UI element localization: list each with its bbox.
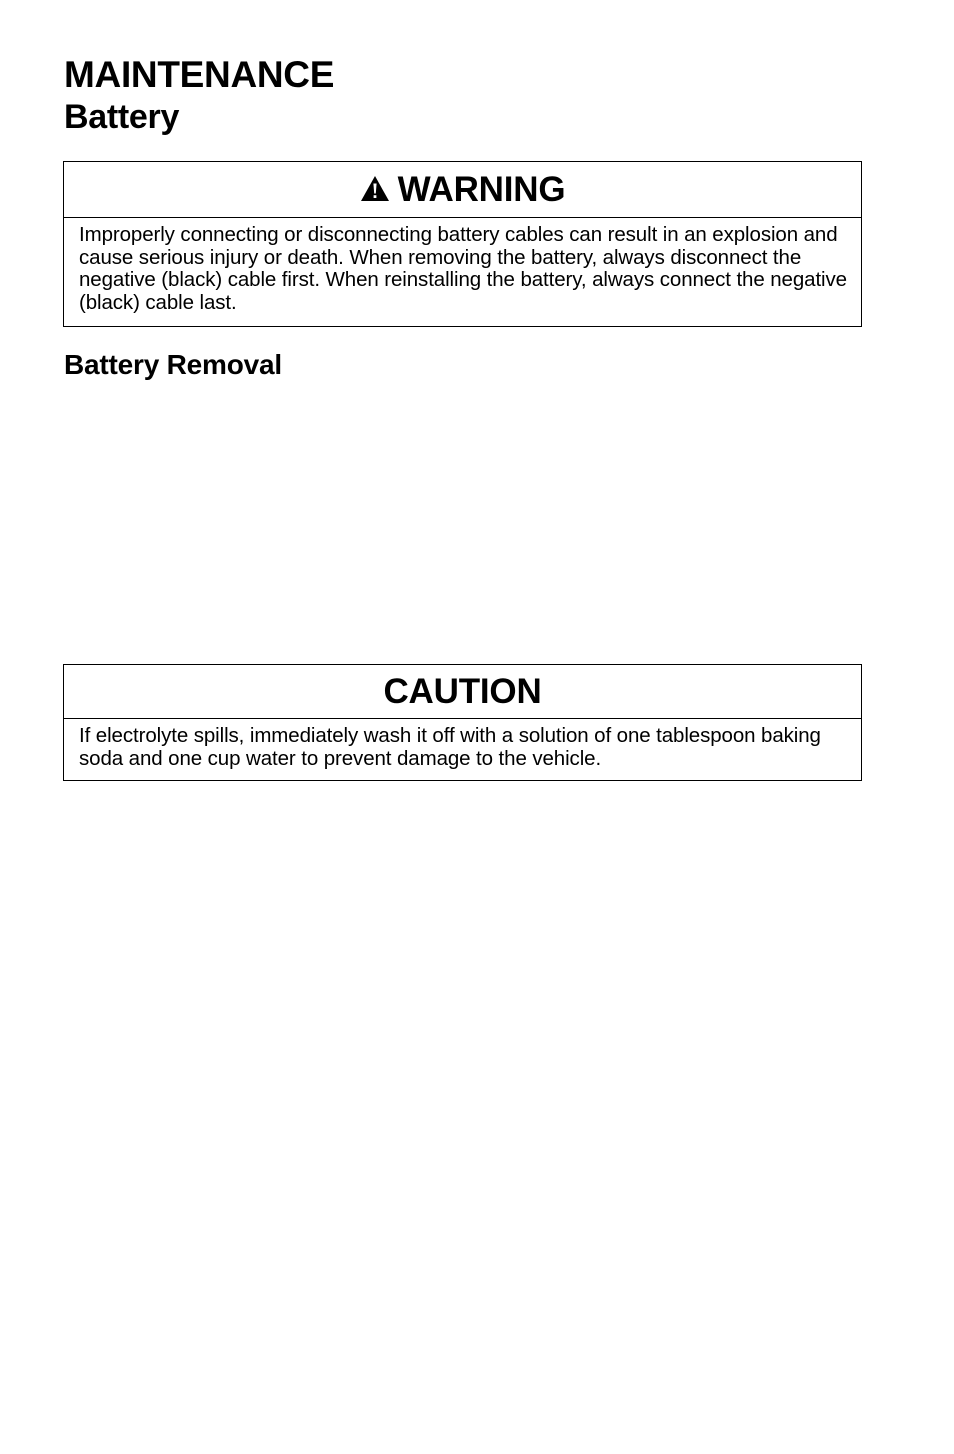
warning-title: WARNING (397, 169, 566, 209)
caution-box (63, 664, 862, 781)
subsection-title: Battery (64, 98, 180, 136)
warning-triangle-icon (360, 175, 390, 202)
caution-header (64, 665, 861, 719)
battery-removal-heading: Battery Removal (64, 349, 282, 380)
warning-box (63, 161, 862, 327)
caution-title: CAUTION (383, 671, 542, 711)
section-title: MAINTENANCE (64, 54, 335, 95)
caution-text: If electrolyte spills, immediately wash it off with a solution of one tablespoon baking soda and one cup water to prevent damage to the vehicle. (79, 724, 821, 770)
warning-text: Improperly connecting or disconnecting battery cables can result in an explosion and cause serious injury or death. When removing the battery, always disconnect the negative (black) cable first. When reinstalling the battery, always connect the negative (black) cable last. (79, 223, 847, 314)
warning-header (64, 162, 861, 218)
